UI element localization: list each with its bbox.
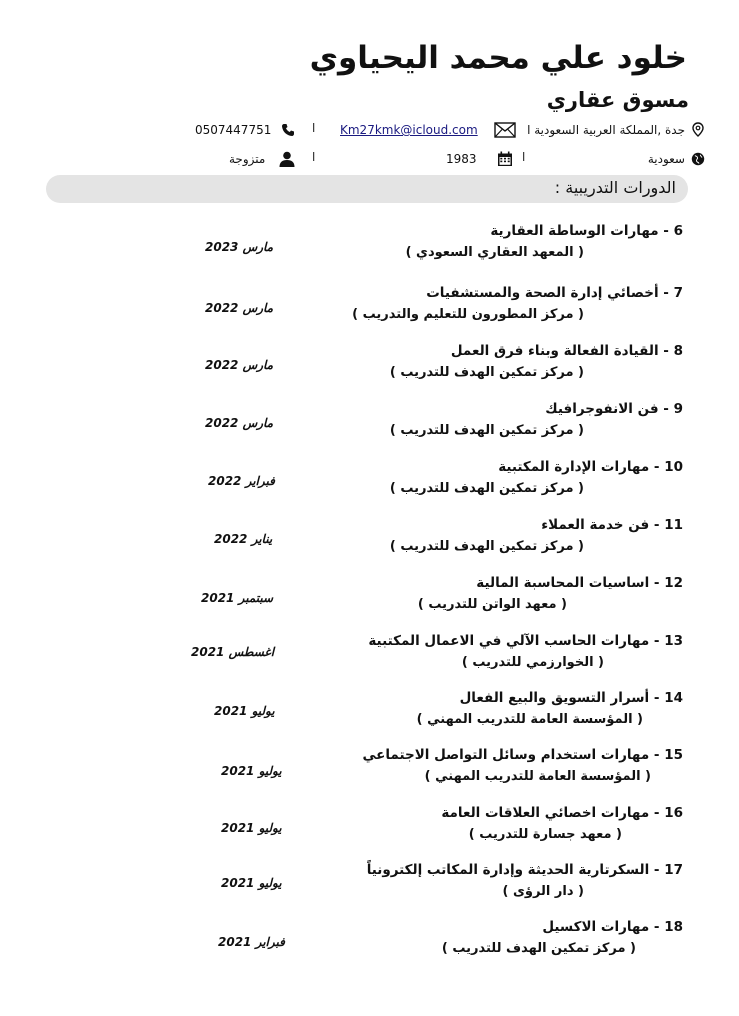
separator: ا	[312, 121, 316, 135]
course-item	[0, 285, 739, 335]
course-title: 16 - مهارات اخصائي العلاقات العامة	[441, 805, 683, 821]
separator: ا	[312, 150, 316, 164]
course-date: مارس 2022	[205, 416, 274, 430]
email-link[interactable]: Km27kmk@icloud.com	[340, 123, 478, 137]
course-institute: ( معهد الواتن للتدريب )	[417, 597, 567, 612]
course-item	[0, 459, 739, 509]
phone-text: 0507447751	[195, 123, 272, 137]
separator: ا	[522, 150, 526, 164]
course-institute: ( معهد جسارة للتدريب )	[468, 827, 622, 842]
course-title: 8 - القيادة الفعالة وبناء فرق العمل	[450, 343, 683, 359]
course-title: 11 - فن خدمة العملاء	[541, 517, 683, 533]
course-item	[0, 223, 739, 273]
course-date: يوليو 2021	[214, 704, 275, 718]
course-institute: ( مركز تمكين الهدف للتدريب )	[441, 941, 636, 956]
course-item	[0, 919, 739, 969]
course-title: 18 - مهارات الاكسيل	[542, 919, 683, 935]
course-date: فبراير 2021	[218, 935, 285, 949]
job-title: مسوق عقاري	[546, 88, 689, 112]
person-name: خلود علي محمد اليحياوي	[309, 40, 687, 76]
course-title: 10 - مهارات الإدارة المكتبية	[498, 459, 683, 475]
course-date: يوليو 2021	[221, 876, 282, 890]
location-text: جدة ,المملكة العربية السعودية ا	[527, 123, 685, 137]
course-item	[0, 633, 739, 683]
course-institute: ( المؤسسة العامة للتدريب المهني )	[424, 769, 651, 784]
course-item	[0, 575, 739, 625]
course-date: مارس 2022	[205, 301, 274, 315]
course-title: 12 - اساسيات المحاسبة المالية	[476, 575, 683, 591]
course-date: مارس 2023	[205, 240, 274, 254]
course-title: 17 - السكرتارية الحديثة وإدارة المكاتب إلكترونياً	[366, 862, 683, 878]
course-item	[0, 517, 739, 567]
course-item	[0, 690, 739, 740]
course-item	[0, 805, 739, 855]
course-item	[0, 747, 739, 797]
course-institute: ( مركز تمكين الهدف للتدريب )	[389, 539, 584, 554]
course-title: 6 - مهارات الوساطة العقارية	[490, 223, 683, 239]
course-institute: ( الخوارزمي للتدريب )	[461, 655, 604, 670]
course-institute: ( مركز المطورون للتعليم والتدريب )	[352, 307, 584, 322]
course-date: يوليو 2021	[221, 764, 282, 778]
course-date: يناير 2022	[214, 532, 273, 546]
course-item	[0, 343, 739, 393]
course-institute: ( المؤسسة العامة للتدريب المهني )	[416, 712, 643, 727]
course-title: 7 - أخصائي إدارة الصحة والمستشفيات	[426, 285, 683, 301]
course-title: 9 - فن الانفوجرافيك	[545, 401, 683, 417]
course-date: مارس 2022	[205, 358, 274, 372]
nationality-text: سعودية	[647, 152, 685, 166]
course-date: سبتمبر 2021	[201, 591, 274, 605]
birth-year-text: 1983	[446, 152, 477, 166]
course-date: اغسطس 2021	[191, 645, 275, 659]
course-date: يوليو 2021	[221, 821, 282, 835]
course-item	[0, 862, 739, 912]
course-institute: ( مركز تمكين الهدف للتدريب )	[389, 481, 584, 496]
marital-status-text: متزوجة	[229, 152, 266, 166]
course-title: 14 - أسرار التسويق والبيع الفعال	[459, 690, 683, 706]
course-title: 15 - مهارات استخدام وسائل التواصل الاجتماعي	[362, 747, 683, 763]
course-institute: ( مركز تمكين الهدف للتدريب )	[389, 365, 584, 380]
course-date: فبراير 2022	[208, 474, 275, 488]
course-institute: ( المعهد العقاري السعودي )	[405, 245, 584, 260]
section-title: الدورات التدريبية :	[554, 178, 676, 197]
course-institute: ( دار الرؤى )	[502, 884, 584, 899]
course-item	[0, 401, 739, 451]
course-institute: ( مركز تمكين الهدف للتدريب )	[389, 423, 584, 438]
course-title: 13 - مهارات الحاسب الآلي في الاعمال المكتبية	[368, 633, 683, 649]
